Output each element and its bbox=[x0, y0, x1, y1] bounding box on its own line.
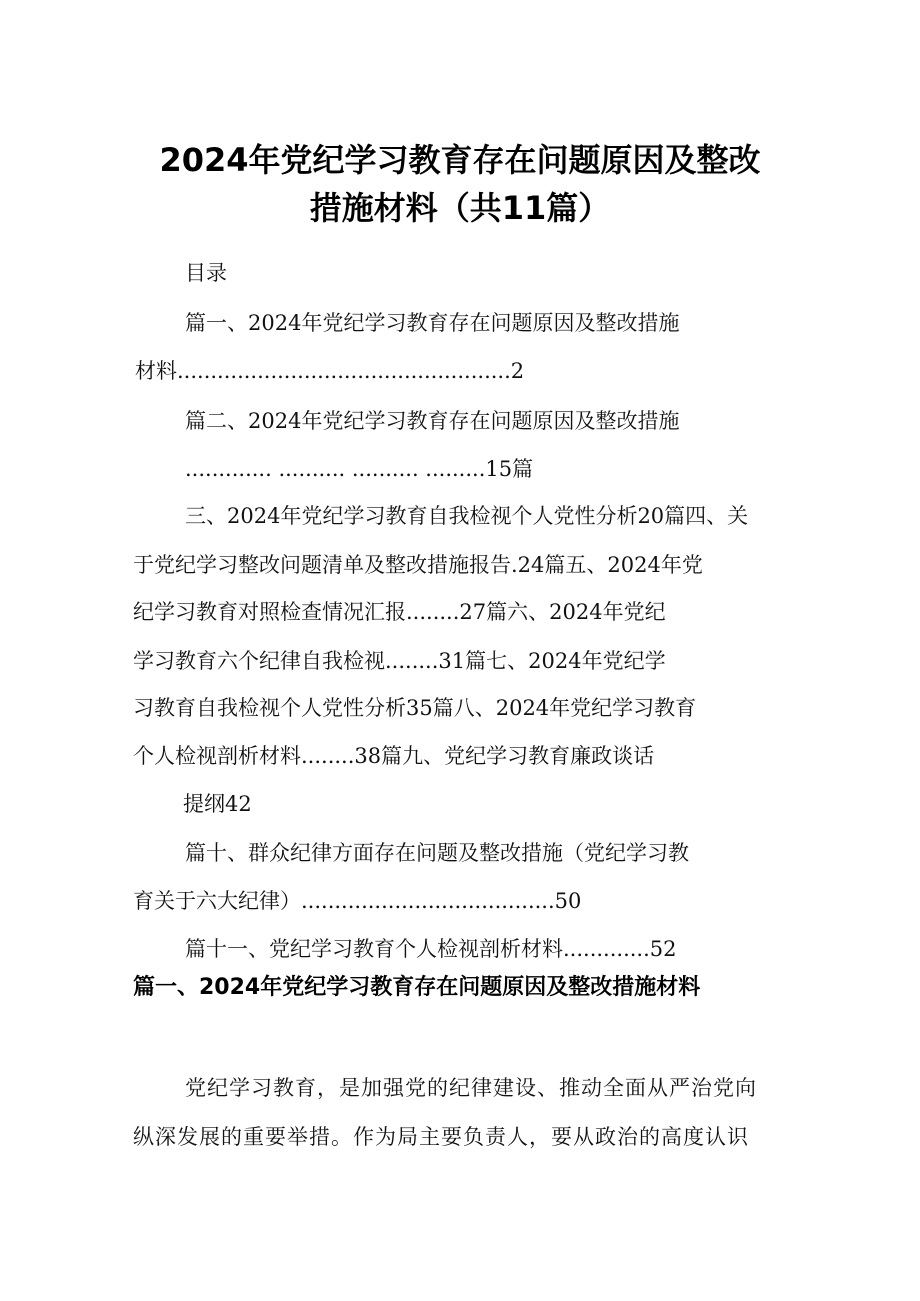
toc-line[interactable]: ............. .......... .......... .........15篇 bbox=[185, 457, 534, 481]
toc-line[interactable]: 篇十、群众纪律方面存在问题及整改措施（党纪学习教 bbox=[185, 841, 689, 865]
toc-line[interactable]: 材料..................................................2 bbox=[135, 359, 525, 383]
toc-line[interactable]: 三、2024年党纪学习教育自我检视个人党性分析20篇四、关 bbox=[185, 504, 749, 528]
body-line: 党纪学习教育，是加强党的纪律建设、推动全面从严治党向 bbox=[185, 1076, 757, 1100]
toc-line[interactable]: 篇一、2024年党纪学习教育存在问题原因及整改措施 bbox=[185, 311, 680, 335]
toc-line[interactable]: 篇十一、党纪学习教育个人检视剖析材料.............52 bbox=[185, 937, 677, 961]
toc-line[interactable]: 学习教育六个纪律自我检视........31篇七、2024年党纪学 bbox=[133, 649, 666, 673]
toc-line[interactable]: 提纲42 bbox=[183, 792, 252, 816]
toc-line[interactable]: 习教育自我检视个人党性分析35篇八、2024年党纪学习教育 bbox=[133, 696, 697, 720]
toc-line[interactable]: 纪学习教育对照检查情况汇报........27篇六、2024年党纪 bbox=[133, 600, 666, 624]
toc-line[interactable]: 育关于六大纪律）......................................50 bbox=[133, 889, 582, 913]
toc-label: 目录 bbox=[185, 261, 227, 285]
body-line: 纵深发展的重要举措。作为局主要负责人，要从政治的高度认识 bbox=[133, 1125, 749, 1149]
document-title-line-1: 2024年党纪学习教育存在问题原因及整改 bbox=[159, 141, 761, 179]
toc-line[interactable]: 于党纪学习整改问题清单及整改措施报告.24篇五、2024年党 bbox=[133, 553, 703, 577]
section-heading: 篇一、2024年党纪学习教育存在问题原因及整改措施材料 bbox=[133, 975, 701, 1000]
document-title-line-2: 措施材料（共11篇） bbox=[309, 189, 611, 227]
toc-line[interactable]: 篇二、2024年党纪学习教育存在问题原因及整改措施 bbox=[185, 409, 680, 433]
toc-line[interactable]: 个人检视剖析材料........38篇九、党纪学习教育廉政谈话 bbox=[133, 744, 655, 768]
